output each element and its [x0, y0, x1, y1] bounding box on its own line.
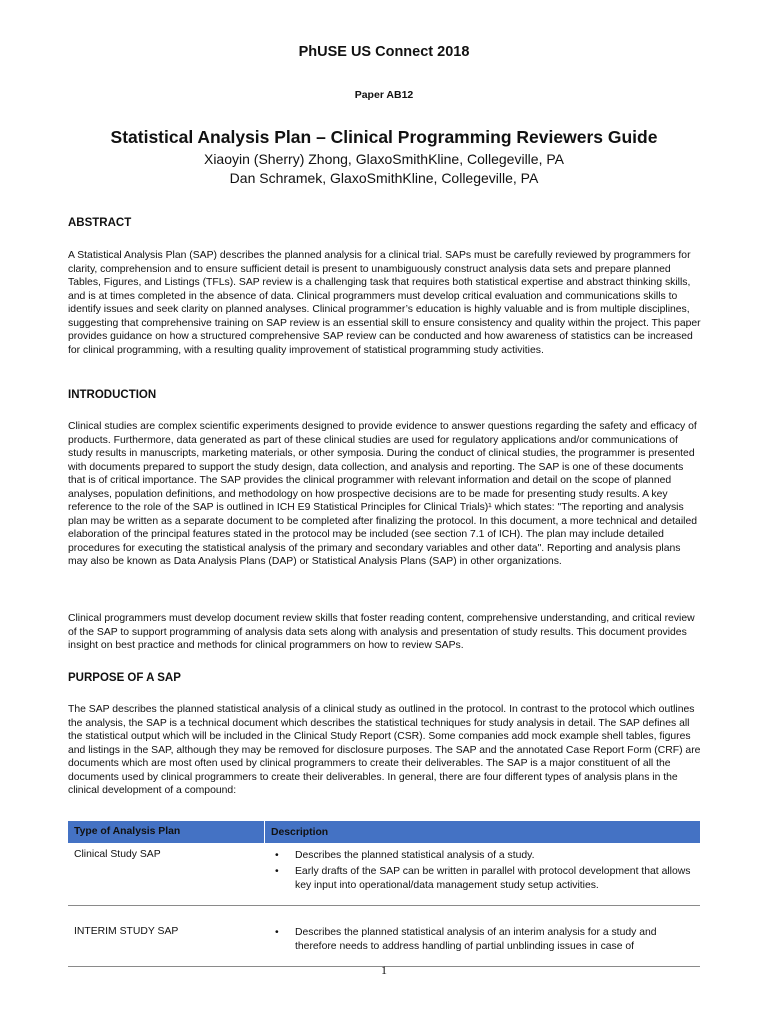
plan-type-cell: Clinical Study SAP	[74, 849, 161, 860]
conference-name: PhUSE US Connect 2018	[298, 44, 470, 60]
table-row	[68, 843, 700, 906]
author-1: Xiaoyin (Sherry) Zhong, GlaxoSmithKline, Collegeville, PA	[203, 151, 564, 167]
author-2: Dan Schramek, GlaxoSmithKline, Collegeville, PA	[229, 170, 539, 186]
column-header-type: Type of Analysis Plan	[68, 821, 265, 843]
bullet-text: Describes the planned statistical analysis of a study.	[295, 850, 535, 861]
plan-type-cell: INTERIM STUDY SAP	[74, 926, 179, 937]
bullet-text: Early drafts of the SAP can be written in parallel with protocol development that allows key input into operational/data management study setup activities.	[295, 866, 691, 891]
table-row	[68, 920, 700, 967]
abstract-heading: ABSTRACT	[68, 217, 132, 229]
page-number: 1	[381, 963, 387, 977]
bullet-item	[271, 849, 700, 863]
abstract-text: A Statistical Analysis Plan (SAP) describes the planned analysis for a clinical trial. SAPs must be carefully reviewed by programmers for clarity, comprehension and to ensure sufficient detail is present to unambiguously construct analysis data sets and prepare planned Tables, Figures, and Listings (TFLs). SAP review is a challenging task that requires both statistical expertise and abstract thinking skills, and is at times completed in the absence of data. Clinical programmers must develop critical evaluation and communications skills to identify issues and seek clarity on planned analyses. Clinical programmer’s education is highly valuable and is from multiple disciplines, suggesting that comprehensive training on SAP review is an essential skill to ensure consistency and quality within the project. This paper provides guidance on how a structured comprehensive SAP review can be conducted and how awareness of statistics can be increased for clinical programming, with a resulting quality improvement of statistical programming study activities.	[68, 250, 701, 356]
bullet-icon: •	[275, 850, 279, 861]
bullet-icon: •	[275, 927, 279, 938]
bullet-item	[271, 926, 700, 954]
introduction-paragraph: Clinical programmers must develop document review skills that foster reading content, comprehensive understanding, and critical review of the SAP to support programming of analysis data sets along with analysis and presentation of study results. This document provides insight on best practice and methods for clinical programmers on how to review SAPs.	[68, 613, 695, 652]
introduction-heading: INTRODUCTION	[68, 389, 157, 401]
purpose-heading: PURPOSE OF A SAP	[68, 672, 181, 684]
paper-title: Statistical Analysis Plan – Clinical Programming Reviewers Guide	[110, 127, 658, 147]
introduction-paragraph: Clinical studies are complex scientific experiments designed to provide evidence to answer questions regarding the safety and efficacy of products. Furthermore, data generated as part of these clinical studies are used for regulatory applications and/or communications of study results in manuscripts, marketing materials, or other symposia. During the conduct of clinical studies, the programmer is presented with documents prepared to support the study design, data collection, and analysis and reporting. The SAP is one of these documents that is of critical importance. The SAP provides the clinical programmer with relevant information and detail on the scope of planned analyses, population definitions, and methodology on how prospective decisions are to be made for presenting study results. A key reference to the role of the SAP is outlined in ICH E9 Statistical Principles for Clinical Trials)¹ which states: "The reporting and analysis plan may be written as a separate document to be completed after finalizing the protocol. In this document, a more technical and detailed elaboration of the principal features stated in the protocol may be included (see section 7.1 of ICH). The plan may include detailed procedures for executing the statistical analysis of the primary and secondary variables and other data". Reporting and analysis plans may also be known as Data Analysis Plans (DAP) or Statistical Analysis Plans (SAP) in other organizations.	[68, 421, 697, 568]
bullet-text: Describes the planned statistical analysis of an interim analysis for a study and therefore needs to address handling of partial unblinding issues in case of	[295, 927, 657, 952]
paper-number: Paper AB12	[354, 89, 414, 101]
analysis-plan-table	[68, 821, 700, 967]
purpose-text: The SAP describes the planned statistical analysis of a clinical study as outlined in the protocol. In contrast to the protocol which outlines the analysis, the SAP is a technical document which describes the statistical techniques for study analysis in detail. The SAP defines all the statistical output which will be included in the Clinical Study Report (CSR). Some companies add mock example shell tables, figures and listings in the SAP, although they may be removed for disclosure purposes. The SAP and the annotated Case Report Form (CRF) are documents which are most often used by clinical programmers to create their deliverables. The SAP is a major constituent of all the documents used by clinical programmers to create their deliverables. In general, there are four different types of analysis plans in the clinical development of a compound:	[68, 704, 701, 797]
bullet-item	[271, 865, 700, 893]
description-cell	[265, 843, 700, 905]
description-cell	[265, 920, 700, 966]
table-header	[68, 821, 700, 843]
bullet-icon: •	[275, 866, 279, 877]
column-header-description: Description	[271, 826, 329, 838]
